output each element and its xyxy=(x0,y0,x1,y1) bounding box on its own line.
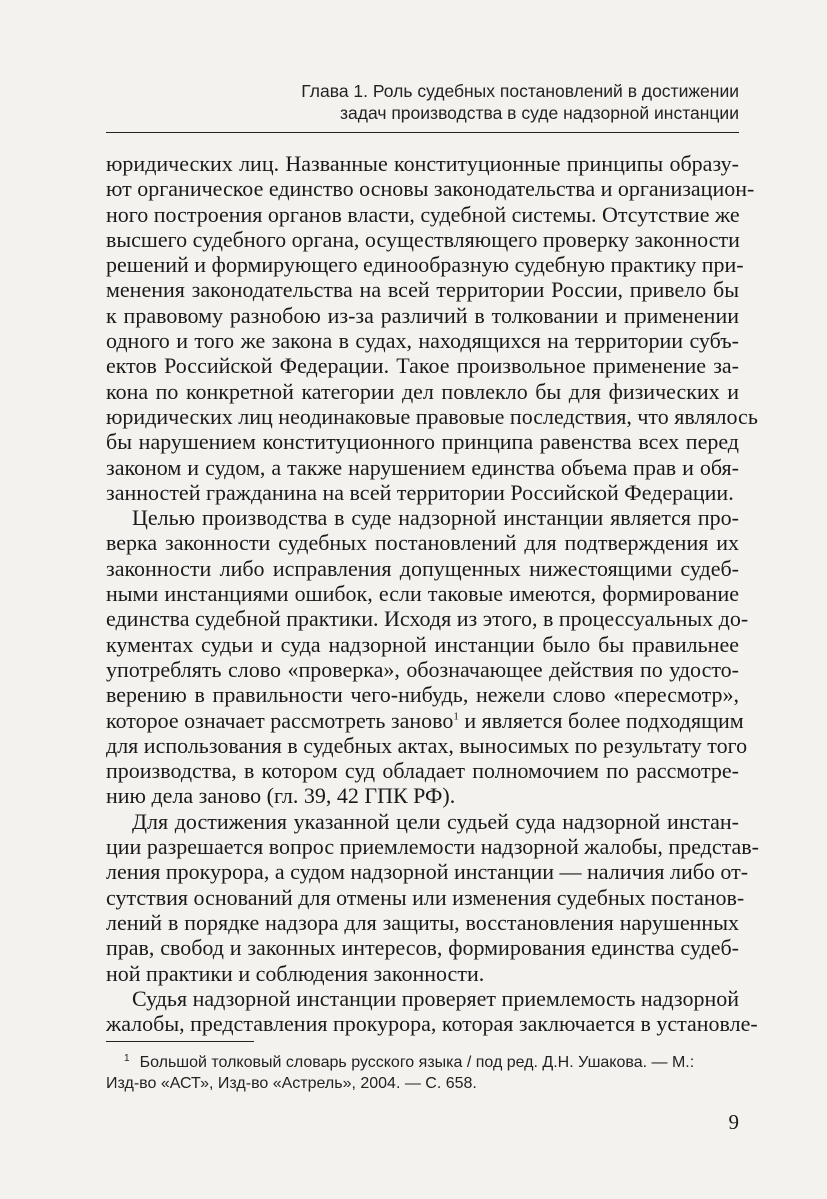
running-header xyxy=(106,80,739,124)
text-line: единства судебной практики. Исходя из этого, в процессуальных до- xyxy=(106,606,749,632)
text-line-with-footnote xyxy=(106,707,744,733)
text-line: решений и формирующего единообразную судебную практику при- xyxy=(106,252,744,278)
text-fragment: и является более подходящим xyxy=(458,707,744,733)
text-line: Целью производства в суде надзорной инстанции является про- xyxy=(132,505,739,531)
paragraph-2 xyxy=(106,505,749,809)
main-text xyxy=(106,151,759,1037)
footnote xyxy=(106,1052,739,1094)
header-line-1: Глава 1. Роль судебных постановлений в достижении xyxy=(301,81,739,101)
text-line: юридических лиц. Названные конституционные принципы образу- xyxy=(106,151,739,176)
text-fragment: которое означает рассмотреть заново xyxy=(106,707,454,733)
paragraph-4 xyxy=(106,985,758,1037)
text-line: ного построения органов власти, судебной системы. Отсутствие же xyxy=(106,201,740,227)
text-line: менения законодательства на всей территории России, привело бы xyxy=(106,277,739,303)
footnote-line xyxy=(106,1052,739,1073)
text-line: нию дела заново (гл. 39, 42 ГПК РФ). xyxy=(106,783,456,809)
text-line: законом и судом, а также нарушением единства объема прав и обя- xyxy=(106,454,739,480)
text-line: верению в правильности чего-нибудь, нежели слово «пересмотр», xyxy=(106,682,739,708)
paragraph-1 xyxy=(106,151,758,505)
text-line: Для достижения указанной цели судьей суда надзорной инстан- xyxy=(132,808,739,834)
footnote-line: Изд-во «АСТ», Изд-во «Астрель», 2004. — С. 658. xyxy=(106,1075,477,1092)
text-line: употреблять слово «проверка», обозначающее действия по удосто- xyxy=(106,656,739,682)
text-line: кументах судьи и суда надзорной инстанции было бы правильнее xyxy=(106,631,739,657)
text-line: жалобы, представления прокурора, которая заключается в установле- xyxy=(106,1011,758,1037)
text-line: одного и того же закона в судах, находящихся на территории субъ- xyxy=(106,328,739,354)
footnote-text: Большой толковый словарь русского языка / под ред. Д.Н. Ушакова. — М.: xyxy=(139,1054,695,1071)
text-line: Судья надзорной инстанции проверяет приемлемость надзорной xyxy=(132,985,740,1011)
text-line: высшего судебного органа, осуществляющего проверку законности xyxy=(106,226,740,252)
paragraph-3 xyxy=(106,808,759,986)
text-line: ют органическое единство основы законодательства и организацион- xyxy=(106,176,755,202)
text-line: занностей гражданина на всей территории Российской Федерации. xyxy=(106,479,734,505)
footnote-mark: 1 xyxy=(124,1052,130,1064)
header-line-2: задач производства в суде надзорной инстанции xyxy=(340,103,739,123)
page-number: 9 xyxy=(728,1110,739,1134)
footnote-reference[interactable]: 1 xyxy=(453,710,459,723)
text-line: верка законности судебных постановлений для подтверждения их xyxy=(106,530,739,556)
text-line: ектов Российской Федерации. Такое произвольное применение за- xyxy=(106,353,739,379)
footnote-rule xyxy=(106,1041,254,1042)
text-line: производства, в котором суд обладает полномочием по рассмотре- xyxy=(106,758,739,784)
text-line: ными инстанциями ошибок, если таковые имеются, формирование xyxy=(106,581,739,607)
header-rule xyxy=(106,132,739,133)
text-line: для использования в судебных актах, выносимых по результату того xyxy=(106,732,748,758)
text-line: сутствия оснований для отмены или изменения судебных постанов- xyxy=(106,884,745,910)
text-line: юридических лиц неодинаковые правовые последствия, что являлось xyxy=(106,403,758,429)
text-line: законности либо исправления допущенных нижестоящими судеб- xyxy=(106,555,739,581)
text-line: ления прокурора, а судом надзорной инстанции — наличия либо от- xyxy=(106,859,749,885)
text-line: прав, свобод и законных интересов, формирования единства судеб- xyxy=(106,935,739,961)
text-line: кона по конкретной категории дел повлекло бы для физических и xyxy=(106,378,739,404)
text-line: лений в порядке надзора для защиты, восстановления нарушенных xyxy=(106,909,739,935)
text-line: к правовому разнобою из-за различий в толковании и применении xyxy=(106,302,739,328)
text-line: ной практики и соблюдения законности. xyxy=(106,960,485,986)
text-line: бы нарушением конституционного принципа равенства всех перед xyxy=(106,429,739,455)
text-line: ции разрешается вопрос приемлемости надзорной жалобы, представ- xyxy=(106,834,759,860)
